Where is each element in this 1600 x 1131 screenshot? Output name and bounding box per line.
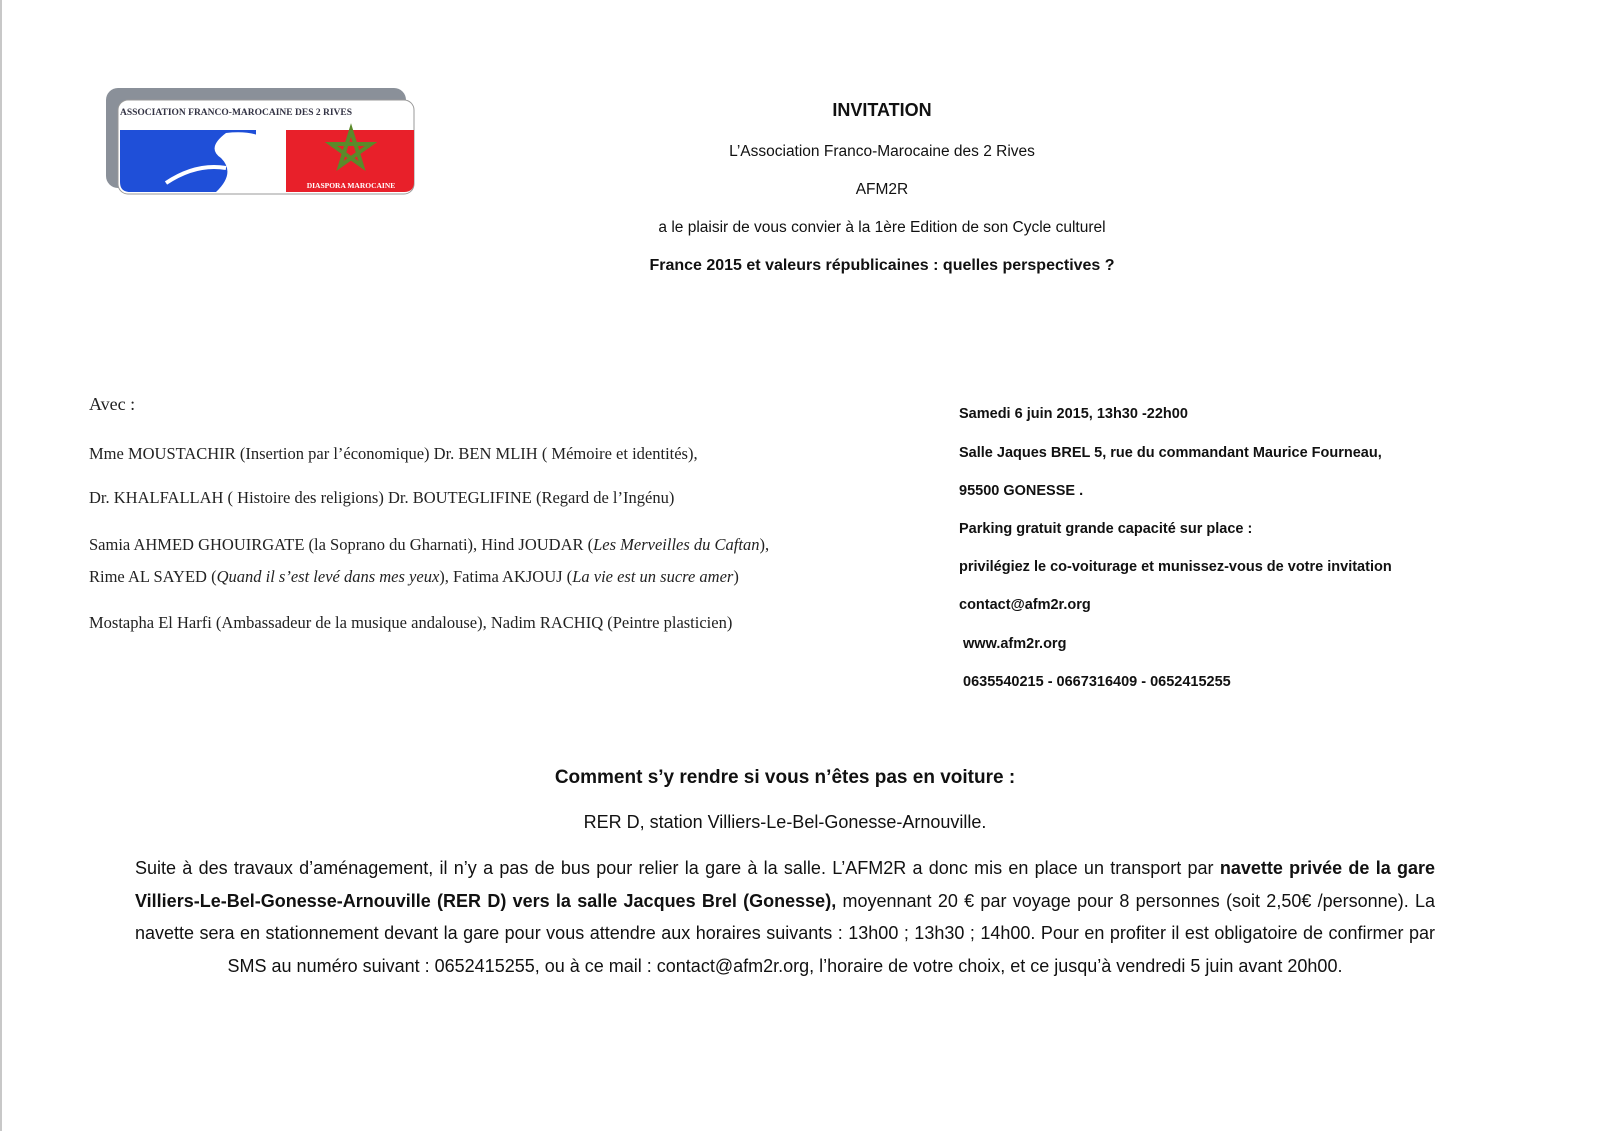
guest-work: Les Merveilles du Caftan bbox=[593, 535, 760, 554]
guest-line: Mme MOUSTACHIR (Insertion par l’économique) Dr. BEN MLIH ( Mémoire et identités), bbox=[89, 444, 698, 463]
guest-text: ) bbox=[733, 567, 739, 586]
guest-line: Dr. KHALFALLAH ( Histoire des religions) Dr. BOUTEGLIFINE (Regard de l’Ingénu) bbox=[89, 488, 675, 507]
website-link[interactable]: www.afm2r.org bbox=[959, 636, 1067, 652]
shuttle-text: Suite à des travaux d’aménagement, il n’y a pas de bus pour relier la gare à la salle. L’AFM2R a donc mis en place un transport par bbox=[135, 858, 1220, 878]
shuttle-route: navette privée de la gare Villiers-Le-Bel-Gonesse-Arnouville (RER D) vers la salle Jacques Brel (Gonesse), bbox=[135, 858, 1436, 911]
guest-text: Rime AL SAYED ( bbox=[89, 567, 217, 586]
parking-info: Parking gratuit grande capacité sur place : bbox=[959, 521, 1253, 537]
guests-intro: Avec : bbox=[89, 394, 136, 414]
invitation-text: a le plaisir de vous convier à la 1ère Edition de son Cycle culturel bbox=[658, 219, 1106, 236]
shuttle-details: moyennant 20 € par voyage pour 8 personnes (soit 2,50€ /personne). La navette sera en stationnement devant la gare pour vous attendre aux horaires suivants : 13h00 ; 13h30 ; 14h00. Pour en profiter il est obligatoire de confirmer par SMS au numéro suivant : 0652415255, ou à ce mail : contact@afm2r.org, l’horaire de votre choix, et ce jusqu’à vendredi 5 juin avant 20h00. bbox=[135, 890, 1435, 976]
directions-heading: Comment s’y rendre si vous n’êtes pas en voiture : bbox=[554, 767, 1016, 788]
association-name: L’Association Franco-Marocaine des 2 Rives bbox=[729, 143, 1035, 160]
invitation-title: INVITATION bbox=[832, 100, 932, 120]
guest-text: ), bbox=[759, 535, 770, 554]
rer-station: RER D, station Villiers-Le-Bel-Gonesse-Arnouville. bbox=[583, 812, 987, 832]
event-city: 95500 GONESSE . bbox=[959, 483, 1084, 499]
event-address: Salle Jaques BREL 5, rue du commandant Maurice Fourneau, bbox=[959, 445, 1382, 461]
association-acronym: AFM2R bbox=[855, 181, 909, 198]
association-logo bbox=[106, 88, 416, 196]
guest-line bbox=[89, 535, 769, 555]
guest-line: Mostapha El Harfi (Ambassadeur de la musique andalouse), Nadim RACHIQ (Peintre plasticien) bbox=[89, 613, 733, 632]
guest-work: Quand il s’est levé dans mes yeux bbox=[216, 567, 440, 586]
logo-bottom-text: DIASPORA MAROCAINE bbox=[306, 181, 396, 190]
shuttle-paragraph bbox=[135, 852, 1435, 982]
guest-text: Samia AHMED GHOUIRGATE (la Soprano du Gharnati), Hind JOUDAR ( bbox=[89, 535, 594, 554]
guest-text: ), Fatima AKJOUJ ( bbox=[439, 567, 573, 586]
logo-top-text: ASSOCIATION FRANCO-MAROCAINE DES 2 RIVES bbox=[119, 108, 353, 118]
guest-work: La vie est un sucre amer bbox=[572, 567, 734, 586]
page-edge bbox=[0, 0, 2, 1131]
event-date: Samedi 6 juin 2015, 13h30 -22h00 bbox=[959, 406, 1188, 422]
guest-line bbox=[89, 567, 739, 587]
carpool-advice: privilégiez le co-voiturage et munissez-vous de votre invitation bbox=[959, 559, 1392, 575]
event-theme: France 2015 et valeurs républicaines : quelles perspectives ? bbox=[649, 257, 1115, 274]
phone-numbers: 0635540215 - 0667316409 - 0652415255 bbox=[959, 674, 1231, 690]
contact-email[interactable]: contact@afm2r.org bbox=[959, 597, 1091, 613]
